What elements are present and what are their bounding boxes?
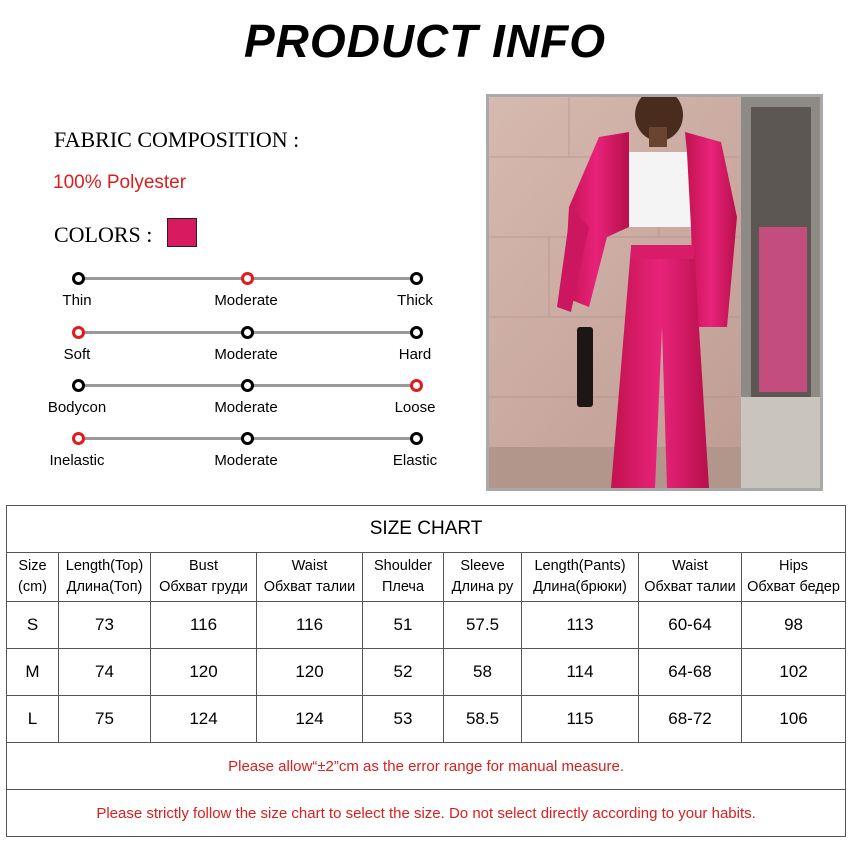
table-cell: 124 (257, 696, 363, 743)
header-cell: Length(Pants) Длина(брюки) (522, 553, 639, 602)
colors-label: COLORS : (54, 222, 153, 247)
table-cell: 124 (151, 696, 257, 743)
table-cell: 114 (522, 649, 639, 696)
fabric-composition-value: 100% Polyester (53, 172, 187, 193)
table-cell: 51 (363, 602, 444, 649)
table-cell: S (7, 602, 59, 649)
table-cell: 106 (742, 696, 846, 743)
scale-label: Moderate (214, 452, 278, 469)
table-cell: 73 (59, 602, 151, 649)
table-cell: 60-64 (639, 602, 742, 649)
scale-dot (241, 272, 254, 285)
size-chart-title: SIZE CHART (7, 506, 846, 553)
header-cell: Waist Обхват талии (639, 553, 742, 602)
softness-scale (40, 324, 460, 374)
header-cell: Bust Обхват груди (151, 553, 257, 602)
page-title: PRODUCT INFO (243, 15, 607, 67)
fit-scale (40, 377, 460, 427)
scale-label: Bodycon (47, 399, 107, 416)
scale-label: Moderate (214, 399, 278, 416)
elasticity-scale (40, 430, 460, 480)
table-cell: M (7, 649, 59, 696)
table-cell: 116 (151, 602, 257, 649)
scale-dot (72, 379, 85, 392)
scale-label: Moderate (214, 346, 278, 363)
scale-label: Moderate (214, 292, 278, 309)
header-cell: Sleeve Длина ру (444, 553, 522, 602)
size-chart-table (6, 505, 846, 837)
table-cell: 57.5 (444, 602, 522, 649)
thickness-scale (40, 270, 460, 320)
header-cell: Waist Обхват талии (257, 553, 363, 602)
fabric-composition-label: FABRIC COMPOSITION : (54, 127, 300, 152)
table-cell: 113 (522, 602, 639, 649)
scale-label: Inelastic (49, 452, 105, 469)
scale-label: Elastic (392, 452, 438, 469)
scale-dot (241, 379, 254, 392)
color-swatch[interactable] (167, 218, 197, 247)
table-cell: 116 (257, 602, 363, 649)
scale-label: Loose (394, 399, 436, 416)
table-row (7, 649, 846, 696)
model-illustration (489, 97, 820, 488)
measurement-note: Please allow“±2”cm as the error range for manual measure. (7, 743, 846, 790)
header-cell: Length(Top) Длина(Топ) (59, 553, 151, 602)
scale-dot (72, 326, 85, 339)
table-cell: 74 (59, 649, 151, 696)
table-cell: 120 (257, 649, 363, 696)
table-cell: 58.5 (444, 696, 522, 743)
table-cell: 102 (742, 649, 846, 696)
table-cell: 98 (742, 602, 846, 649)
scale-dot (72, 432, 85, 445)
table-cell: 64-68 (639, 649, 742, 696)
table-cell: L (7, 696, 59, 743)
table-cell: 68-72 (639, 696, 742, 743)
scale-dot (241, 432, 254, 445)
table-cell: 75 (59, 696, 151, 743)
header-row (7, 553, 846, 602)
size-selection-note: Please strictly follow the size chart to select the size. Do not select directly according to your habits. (7, 790, 846, 837)
scale-dot (410, 379, 423, 392)
table-cell: 58 (444, 649, 522, 696)
table-cell: 53 (363, 696, 444, 743)
scale-dot (410, 326, 423, 339)
scale-label: Hard (398, 346, 432, 363)
scale-dot (410, 432, 423, 445)
table-row (7, 696, 846, 743)
scale-label: Thick (397, 292, 433, 309)
scale-dot (410, 272, 423, 285)
header-cell: Size (cm) (7, 553, 59, 602)
table-cell: 120 (151, 649, 257, 696)
scale-label: Thin (62, 292, 92, 309)
header-cell: Shoulder Плеча (363, 553, 444, 602)
scale-dot (72, 272, 85, 285)
scale-dot (241, 326, 254, 339)
table-cell: 52 (363, 649, 444, 696)
product-photo (486, 94, 823, 491)
table-cell: 115 (522, 696, 639, 743)
scale-label: Soft (63, 346, 91, 363)
header-cell: Hips Обхват бедер (742, 553, 846, 602)
table-row (7, 602, 846, 649)
